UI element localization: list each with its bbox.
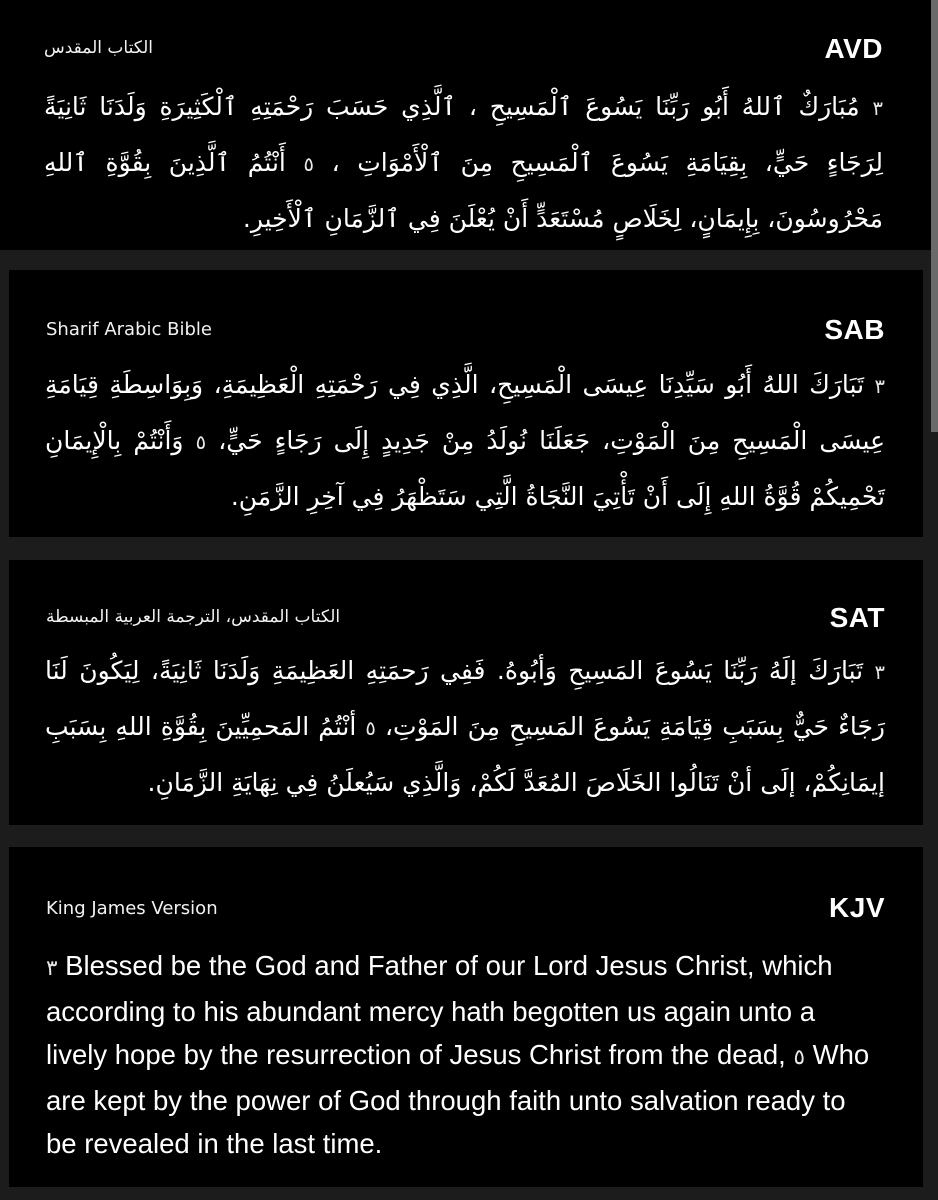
verse-5-text: أَنْتُمُ ٱلَّذِينَ بِقُوَّةِ ٱللهِ مَحْرُوسُونَ، بِإِيمَانٍ، لِخَلَاصٍ مُسْتَعَدٍّ أَنْ يُعْلَنَ فِي ٱلزَّمَانِ ٱلْأَخِيرِ. <box>44 148 883 233</box>
verse-number: ٥ <box>303 153 314 176</box>
translation-abbreviation: AVD <box>824 33 883 64</box>
verse-3-text: تَبَارَكَ إلَهُ رَبِّنَا يَسُوعَ المَسِيحِ وَأبُوهُ. فَفِي رَحمَتِهِ العَظِيمَةِ وَلَدَنَا ثَانِيَةً، لِيَكُونَ لَنَا رَجَاءٌ حَيٌّ بِسَبَبِ قِيَامَةِ يَسُوعَ المَسِيحِ مِنَ المَوْتِ، <box>45 656 885 741</box>
translation-abbreviation: SAT <box>829 602 885 633</box>
verse-number: ٥ <box>195 431 207 454</box>
verse-number: ٣ <box>46 956 58 980</box>
verse-number: ٥ <box>365 717 376 740</box>
verse-number: ٣ <box>874 661 885 684</box>
verse-text <box>44 80 883 246</box>
translation-name: Sharif Arabic Bible <box>46 319 212 340</box>
translation-card-sat[interactable] <box>9 560 923 825</box>
verse-number: ٣ <box>874 375 885 398</box>
verse-number: ٣ <box>872 97 883 120</box>
verse-text <box>45 358 885 524</box>
translation-abbreviation: KJV <box>829 892 885 923</box>
verse-3-text: مُبَارَكٌ ٱللهُ أَبُو رَبِّنَا يَسُوعَ ٱلْمَسِيحِ ، ٱلَّذِي حَسَبَ رَحْمَتِهِ ٱلْكَثِيرَةِ وَلَدَنَا ثَانِيَةً لِرَجَاءٍ حَيٍّ، بِقِيَامَةِ يَسُوعَ ٱلْمَسِيحِ مِنَ ٱلْأَمْوَاتِ ، <box>44 92 884 177</box>
verse-5-text: أنْتُمُ المَحمِيِّينَ بِقُوَّةِ اللهِ بِسَبَبِ إيمَانِكُمْ، إلَى أنْ تَنَالُوا الخَلَاصَ المُعَدَّ لَكُمْ، وَالَّذِي سَيُعلَنُ فِي نِهَايَةِ الزَّمَانِ. <box>45 712 885 797</box>
translation-card-avd[interactable] <box>0 0 931 250</box>
scrollbar-thumb[interactable] <box>931 0 938 432</box>
translation-abbreviation: SAB <box>824 314 885 345</box>
translation-name: King James Version <box>46 898 218 919</box>
verse-3-text: تَبَارَكَ اللهُ أَبُو سَيِّدِنَا عِيسَى الْمَسِيحِ، الَّذِي فِي رَحْمَتِهِ الْعَظِيمَةِ، وَبِوَاسِطَةِ قِيَامَةِ عِيسَى الْمَسِيحِ مِنَ الْمَوْتِ، جَعَلَنَا نُولَدُ مِنْ جَدِيدٍ إِلَى رَجَاءٍ حَيٍّ، <box>45 370 886 455</box>
translation-name: الكتاب المقدس <box>44 38 154 58</box>
verse-5-text: وَأَنْتُمْ بِالْإِيمَانِ تَحْمِيكُمْ قُوَّةُ اللهِ إِلَى أَنْ تَأْتِيَ النَّجَاةُ الَّتِي سَتَظْهَرُ فِي آخِرِ الزَّمَنِ. <box>45 426 885 511</box>
verse-number: ٥ <box>793 1045 805 1069</box>
verse-5-text: Who are kept by the power of God through faith unto salvation ready to be revealed in the last time. <box>46 1039 870 1159</box>
verse-text <box>45 644 885 810</box>
translation-name: الكتاب المقدس، الترجمة العربية المبسطة <box>46 607 341 627</box>
translation-card-kjv[interactable] <box>9 847 923 1187</box>
verse-text <box>46 944 873 1165</box>
verse-3-text: Blessed be the God and Father of our Lord Jesus Christ, which according to his abundant mercy hath begotten us again unto a lively hope by the resurrection of Jesus Christ from the dead, <box>46 950 833 1070</box>
translation-card-sab[interactable] <box>9 270 923 537</box>
